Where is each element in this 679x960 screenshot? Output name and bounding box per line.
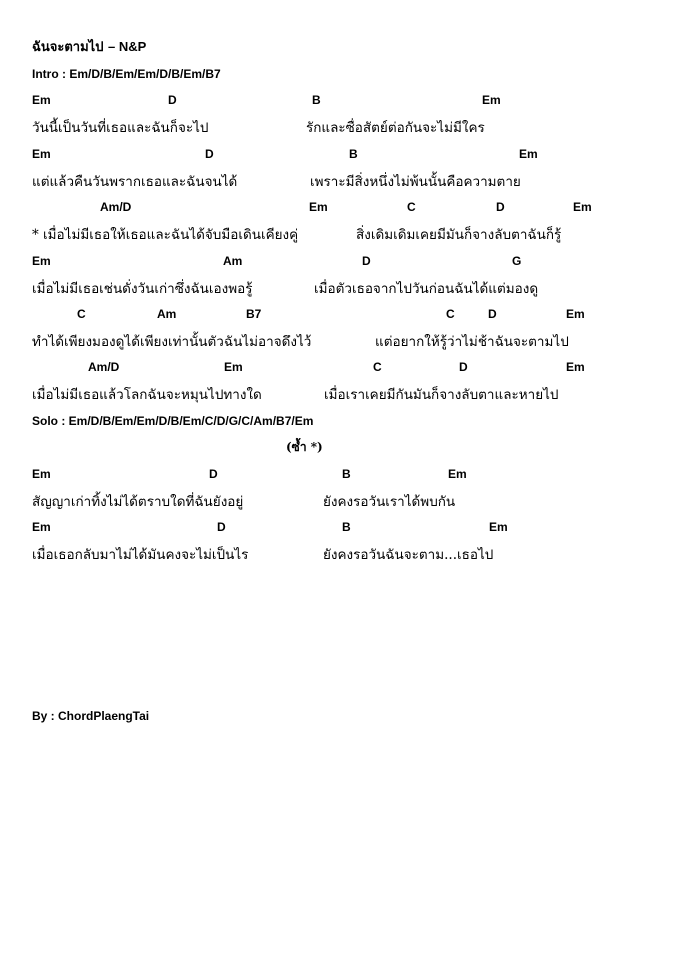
chord: Em	[32, 520, 51, 534]
chord: D	[496, 200, 505, 214]
chord: D	[168, 93, 177, 107]
lyric: ทำได้เพียงมองดูได้เพียงเท่านั้นตัวฉันไม่อาจดึงไว้	[32, 334, 312, 350]
chord: Am/D	[88, 360, 120, 374]
lyric: สิ่งเดิมเดิมเคยมีมันก็จางลับตาฉันก็รู้	[356, 227, 562, 243]
chord: B7	[246, 307, 262, 321]
lyric: วันนี้เป็นวันที่เธอและฉันก็จะไป	[32, 120, 209, 136]
chord: C	[407, 200, 416, 214]
chord: D	[209, 467, 218, 481]
chord: D	[488, 307, 497, 321]
chord: D	[459, 360, 468, 374]
lyric: รักและซื่อสัตย์ต่อกันจะไม่มีใคร	[306, 120, 485, 136]
lyric: แต่แล้วคืนวันพรากเธอและฉันจนได้	[32, 174, 238, 190]
lyric: ยังคงรอวันฉันจะตาม...เธอไป	[323, 547, 494, 563]
chord: Em	[448, 467, 467, 481]
lyric: เพราะมีสิ่งหนึ่งไม่พ้นนั้นคือความตาย	[310, 174, 521, 190]
chord: B	[342, 520, 351, 534]
title-text: ฉันจะตามไป	[32, 40, 104, 55]
chord: Am	[223, 254, 243, 268]
lyric: เมื่อไม่มีเธอแล้วโลกฉันจะหมุนไปทางใด	[32, 387, 262, 403]
lyric: เมื่อเราเคยมีกันมันก็จางลับตาและหายไป	[324, 387, 559, 403]
lyric: * เมื่อไม่มีเธอให้เธอและฉันได้จับมือเดินเคียงคู่	[32, 227, 299, 243]
chord: D	[217, 520, 226, 534]
song-title	[32, 36, 146, 57]
chord: B	[342, 467, 351, 481]
chord: C	[373, 360, 382, 374]
chord: Am	[157, 307, 177, 321]
chord: Em	[566, 360, 585, 374]
chord: Em	[224, 360, 243, 374]
chord: Am/D	[100, 200, 132, 214]
chord: Em	[32, 93, 51, 107]
intro-line: Intro : Em/D/B/Em/Em/D/B/Em/B7	[32, 67, 221, 81]
chord: C	[446, 307, 455, 321]
lyric: ยังคงรอวันเราได้พบกัน	[323, 494, 456, 510]
chord: D	[362, 254, 371, 268]
chord: D	[205, 147, 214, 161]
chord: Em	[32, 254, 51, 268]
chord: G	[512, 254, 522, 268]
chord: Em	[482, 93, 501, 107]
chord: C	[77, 307, 86, 321]
lyric: สัญญาเก่าทิ้งไม่ได้ตราบใดที่ฉันยังอยู่	[32, 494, 244, 510]
credit-line: By : ChordPlaengTai	[32, 709, 150, 723]
solo-line: Solo : Em/D/B/Em/Em/D/B/Em/C/D/G/C/Am/B7/Em	[32, 414, 314, 428]
chord: Em	[32, 467, 51, 481]
artist-text: – N&P	[107, 39, 147, 54]
lyric: เมื่อเธอกลับมาไม่ได้มันคงจะไม่เป็นไร	[32, 547, 249, 563]
chord: B	[312, 93, 321, 107]
chord: Em	[309, 200, 328, 214]
chord: Em	[32, 147, 51, 161]
chord: Em	[573, 200, 592, 214]
repeat-marker: (ซ้ำ *)	[286, 440, 323, 454]
chord: Em	[489, 520, 508, 534]
lyric: แต่อยากให้รู้ว่าไม่ช้าฉันจะตามไป	[375, 334, 569, 350]
chord: B	[349, 147, 358, 161]
chord: Em	[519, 147, 538, 161]
chord: Em	[566, 307, 585, 321]
lyric: เมื่อตัวเธอจากไปวันก่อนฉันได้แต่มองดู	[314, 281, 539, 297]
lyric: เมื่อไม่มีเธอเช่นดั่งวันเก่าซึ่งฉันเองพอรู้	[32, 281, 253, 297]
